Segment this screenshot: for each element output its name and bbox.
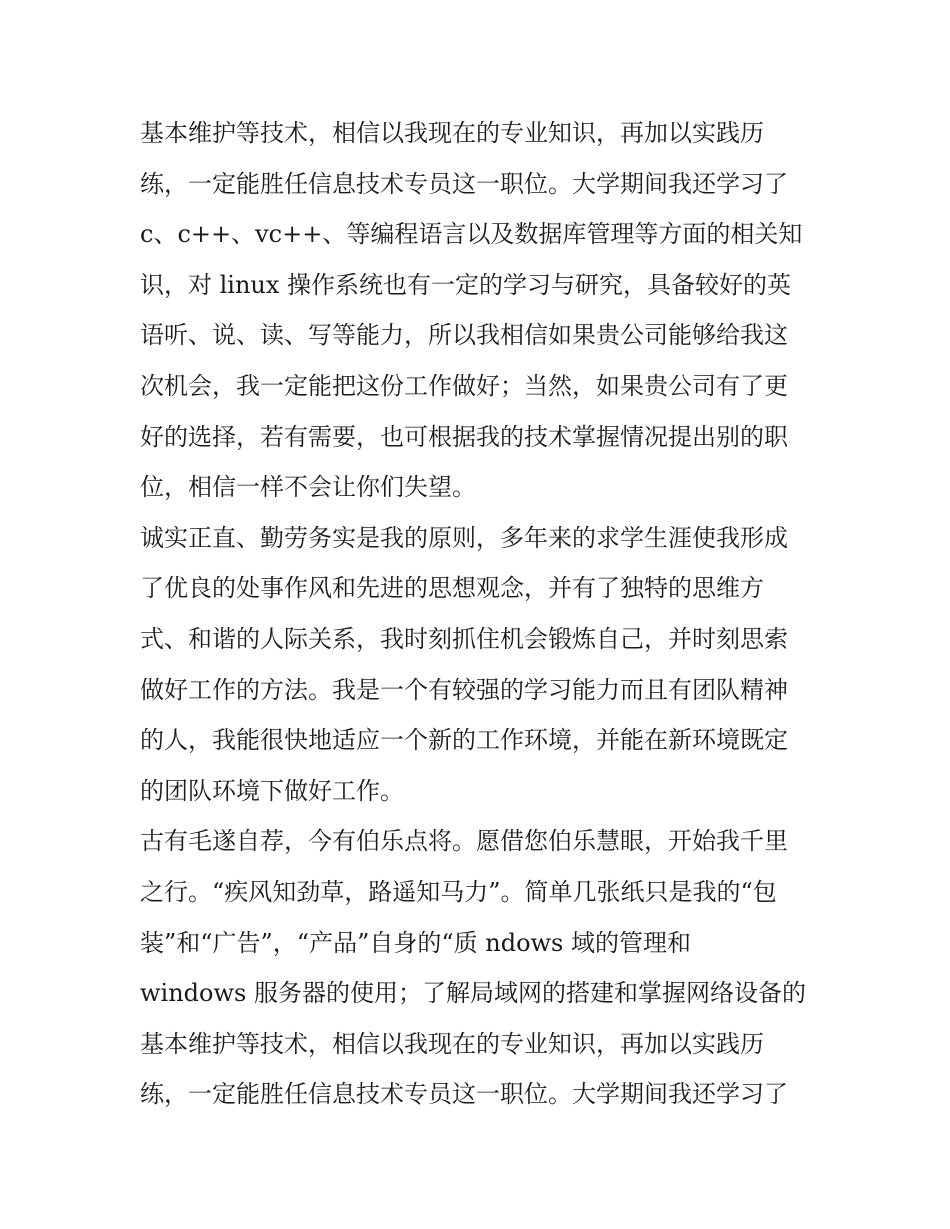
- text-line: 识，对 linux 操作系统也有一定的学习与研究，具备较好的英: [140, 270, 792, 299]
- text-line: windows 服务器的使用；了解局域网的搭建和掌握网络设备的: [140, 979, 806, 1008]
- text-line: 的团队环境下做好工作。: [140, 776, 404, 805]
- text-line: 位，相信一样不会让你们失望。: [140, 473, 476, 502]
- text-line: 好的选择，若有需要，也可根据我的技术掌握情况提出别的职: [140, 422, 788, 451]
- text-line: 诚实正直、勤劳务实是我的原则，多年来的求学生涯使我形成: [140, 523, 788, 552]
- text-line: 之行。“疾风知劲草，路遥知马力”。简单几张纸只是我的“包: [140, 877, 777, 906]
- text-line: 次机会，我一定能把这份工作做好；当然，如果贵公司有了更: [140, 371, 788, 400]
- text-line: 基本维护等技术，相信以我现在的专业知识，再加以实践历: [140, 1029, 764, 1058]
- text-line: 练，一定能胜任信息技术专员这一职位。大学期间我还学习了: [140, 169, 788, 198]
- text-line: 的人，我能很快地适应一个新的工作环境，并能在新环境既定: [140, 726, 788, 755]
- text-line: 了优良的处事作风和先进的思想观念，并有了独特的思维方: [140, 574, 764, 603]
- text-line: 古有毛遂自荐，今有伯乐点将。愿借您伯乐慧眼，开始我千里: [140, 827, 788, 856]
- text-line: 式、和谐的人际关系，我时刻抓住机会锻炼自己，并时刻思索: [140, 624, 788, 653]
- text-line: c、c++、vc++、等编程语言以及数据库管理等方面的相关知: [140, 220, 803, 249]
- text-line: 练，一定能胜任信息技术专员这一职位。大学期间我还学习了: [140, 1080, 788, 1109]
- body-text: [140, 108, 820, 1120]
- text-line: 语听、说、读、写等能力，所以我相信如果贵公司能够给我这: [140, 321, 788, 350]
- text-line: 装”和“广告”，“产品”自身的“质 ndows 域的管理和: [140, 928, 692, 957]
- text-line: 做好工作的方法。我是一个有较强的学习能力而且有团队精神: [140, 675, 788, 704]
- text-line: 基本维护等技术，相信以我现在的专业知识，再加以实践历: [140, 119, 764, 147]
